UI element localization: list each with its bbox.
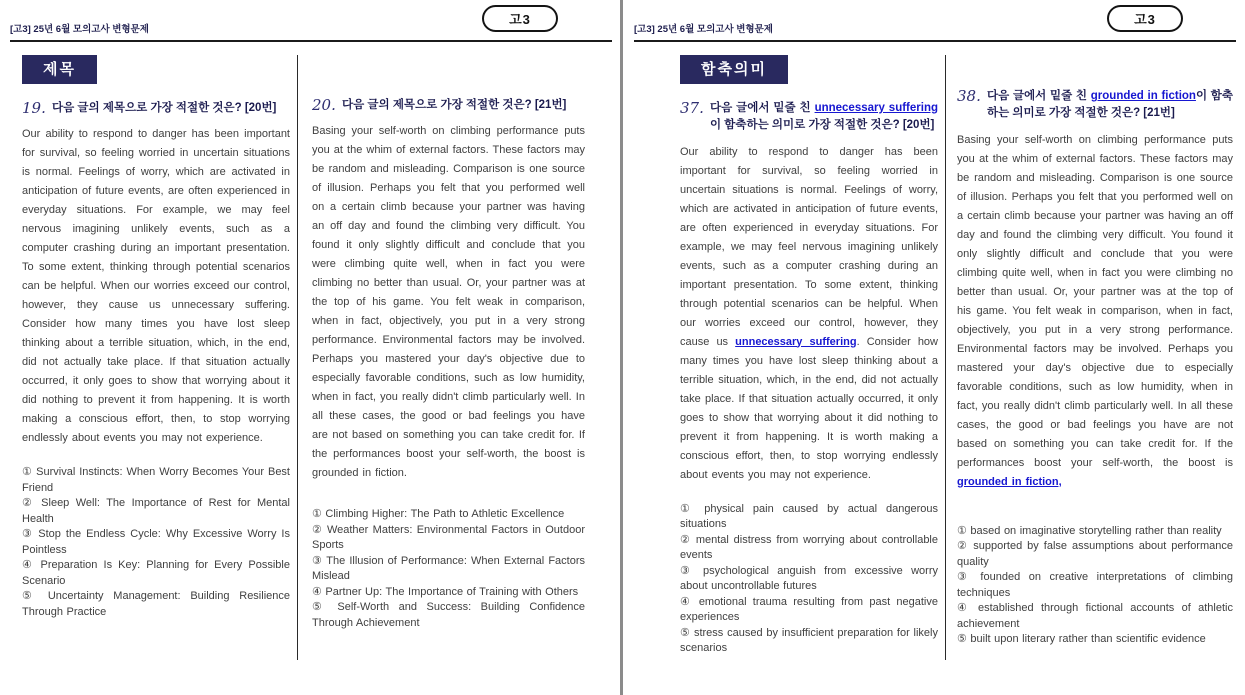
option-4: ④ Partner Up: The Importance of Training with Others xyxy=(312,585,579,598)
column-right xyxy=(957,55,1233,648)
passage xyxy=(312,122,585,483)
section-label: 제목 xyxy=(22,55,97,84)
question-37 xyxy=(680,100,938,657)
options-list xyxy=(957,524,1233,648)
question-38 xyxy=(957,88,1233,648)
grade-badge: 고3 xyxy=(1107,5,1183,32)
option-2: ② supported by false assumptions about performance quality xyxy=(957,540,1233,568)
option-5: ⑤ Uncertainty Management: Building Resilience Through Practice xyxy=(22,590,290,618)
passage xyxy=(22,125,290,448)
worksheet-page-left xyxy=(0,0,620,695)
text-segment: Basing your self-worth on climbing performance puts you at the whim of external factors. These factors may be random and misleading. Comparison is one source of illusion. Perhaps you felt that you performed well on a certain climb because your partner was having an off day and found the climbing very difficult. You found it only slightly difficult and conclude that you were climbing quite well, when in fact you were climbing no better than usual. Or, your partner was at the top of his game. You felt weak in comparison, when in fact, objectively, you put in a very strong performance. Environmental factors may be involved. Perhaps you mastered your day's objective due to especially favorable conditions, such as low humidity, when in fact, you really didn't climb particularly well. In all these cases, the good or bad feelings you have are not based on something you can take credit for. If the performances boost your self-worth, the boost is xyxy=(957,133,1233,469)
option-4: ④ Preparation Is Key: Planning for Every Possible Scenario xyxy=(22,559,290,587)
option-4: ④ established through fictional accounts of athletic achievement xyxy=(957,602,1233,630)
question-prompt xyxy=(987,88,1233,123)
option-1: ① based on imaginative storytelling rather than reality xyxy=(957,524,1222,537)
question-head xyxy=(22,100,290,117)
header-rule xyxy=(10,40,612,42)
underlined-phrase: grounded in fiction xyxy=(1090,90,1196,102)
options-list xyxy=(312,507,585,631)
column-divider xyxy=(297,55,298,660)
section-label: 함축의미 xyxy=(680,55,788,84)
question-number: 37. xyxy=(680,99,704,117)
grade-badge: 고3 xyxy=(482,5,558,32)
page-divider xyxy=(620,0,623,695)
option-2: ② Weather Matters: Environmental Factors in Outdoor Sports xyxy=(312,523,585,552)
question-number: 38. xyxy=(957,87,981,105)
option-4: ④ emotional trauma resulting from past negative experiences xyxy=(680,595,938,623)
column-left xyxy=(22,55,290,620)
passage xyxy=(680,143,938,485)
question-head xyxy=(957,88,1233,123)
column-left xyxy=(680,55,938,657)
option-3: ③ Stop the Endless Cycle: Why Excessive Worry Is Pointless xyxy=(22,528,290,556)
text-segment: 다음 글의 제목으로 가장 적절한 것은? [20번] xyxy=(52,102,277,114)
option-5: ⑤ stress caused by insufficient preparation for likely scenarios xyxy=(680,626,938,654)
underlined-phrase: grounded in fiction, xyxy=(957,475,1062,488)
option-2: ② Sleep Well: The Importance of Rest for Mental Health xyxy=(22,497,290,525)
question-head xyxy=(312,97,585,114)
option-2: ② mental distress from worrying about controllable events xyxy=(680,533,938,561)
passage xyxy=(957,131,1233,492)
option-3: ③ psychological anguish from excessive worry about uncontrollable futures xyxy=(680,564,938,592)
question-prompt xyxy=(342,97,585,114)
option-1: ① Climbing Higher: The Path to Athletic Excellence xyxy=(312,508,565,521)
question-number: 20. xyxy=(312,96,336,114)
question-number: 19. xyxy=(22,99,46,117)
text-segment: 다음 글에서 밑줄 친 xyxy=(987,90,1091,102)
worksheet-page-right xyxy=(624,0,1245,695)
text-segment: Our ability to respond to danger has been important for survival, so feeling worried in uncertain situations is normal. Feelings of worry, which are activated in anticipation of future events, are often experienced in everyday situations. For example, we may feel nervous imagining unlikely events, such as a computer crashing during an important presentation. To some extent, thinking through potential scenarios can be helpful. When our worries exceed our control, however, they cause us unnecessary suffering. Consider how many times you have lost sleep thinking about a terrible situation, which, in the end, did not actually take place. If that situation actually occurred, it only goes to show that worrying about it did nothing to prevent it from happening. It is worth making a conscious effort, then, to stop worrying endlessly about events you may not experience. xyxy=(22,128,290,445)
text-segment: 다음 글에서 밑줄 친 xyxy=(710,102,815,114)
column-divider xyxy=(945,55,946,660)
text-segment: 다음 글의 제목으로 가장 적절한 것은? [21번] xyxy=(342,99,567,111)
text-segment: . Consider how many times you have lost sleep thinking about a terrible situation, which, in the end, did not actually take place. If that situation actually occurred, it only goes to show that worrying about it did nothing to prevent it from happening. It is worth making a conscious effort, then, to stop worrying endlessly about events you may not experience. xyxy=(680,335,938,481)
question-prompt xyxy=(710,100,938,135)
question-head xyxy=(680,100,938,135)
question-prompt xyxy=(52,100,290,117)
question-20 xyxy=(312,97,585,631)
text-segment: 이 함축하는 의미로 가장 적절한 것은? [21번] xyxy=(987,90,1234,120)
option-1: ① Survival Instincts: When Worry Becomes Your Best Friend xyxy=(22,466,290,494)
underlined-phrase: unnecessary suffering xyxy=(814,102,938,114)
options-list xyxy=(680,502,938,657)
option-1: ① physical pain caused by actual dangerous situations xyxy=(680,502,938,530)
option-5: ⑤ Self-Worth and Success: Building Confidence Through Achievement xyxy=(312,601,585,629)
option-5: ⑤ built upon literary rather than scientific evidence xyxy=(957,633,1206,645)
question-19 xyxy=(22,100,290,620)
underlined-phrase: unnecessary suffering xyxy=(735,335,857,348)
column-right xyxy=(312,55,585,631)
text-segment: Our ability to respond to danger has been important for survival, so feeling worried in uncertain situations is normal. Feelings of worry, which are activated in anticipation of future events, are often experienced in everyday situations. For example, we may feel nervous imagining unlikely events, such as a computer crashing during an important presentation. To some extent, thinking through potential scenarios can be helpful. When our worries exceed our control, however, they cause us xyxy=(680,145,938,348)
page-header-title: [고3] 25년 6월 모의고사 변형문제 xyxy=(10,24,149,35)
header-rule xyxy=(634,40,1236,42)
option-3: ③ The Illusion of Performance: When External Factors Mislead xyxy=(312,554,585,583)
text-segment: Basing your self-worth on climbing performance puts you at the whim of external factors. These factors may be random and misleading. Comparison is one source of illusion. Perhaps you felt that you performed well on a certain climb because your partner was having an off day and found the climbing very difficult. You found it only slightly difficult and conclude that you were climbing quite well, when in fact you were climbing no better than usual. Or, your partner was at the top of his game. You felt weak in comparison, when in fact, objectively, you put in a very strong performance. Environmental factors may be involved. Perhaps you mastered your day's objective due to especially favorable conditions, such as low humidity, when in fact, you really didn't climb particularly well. In all these cases, the good or bad feelings you have are not based on something you can take credit for. If the performances boost your self-worth, the boost is grounded in fiction. xyxy=(312,125,585,480)
option-3: ③ founded on creative interpretations of climbing techniques xyxy=(957,571,1233,599)
text-segment: 이 함축하는 의미로 가장 적절한 것은? [20번] xyxy=(710,119,935,132)
page-header-title: [고3] 25년 6월 모의고사 변형문제 xyxy=(634,24,773,35)
options-list xyxy=(22,465,290,620)
